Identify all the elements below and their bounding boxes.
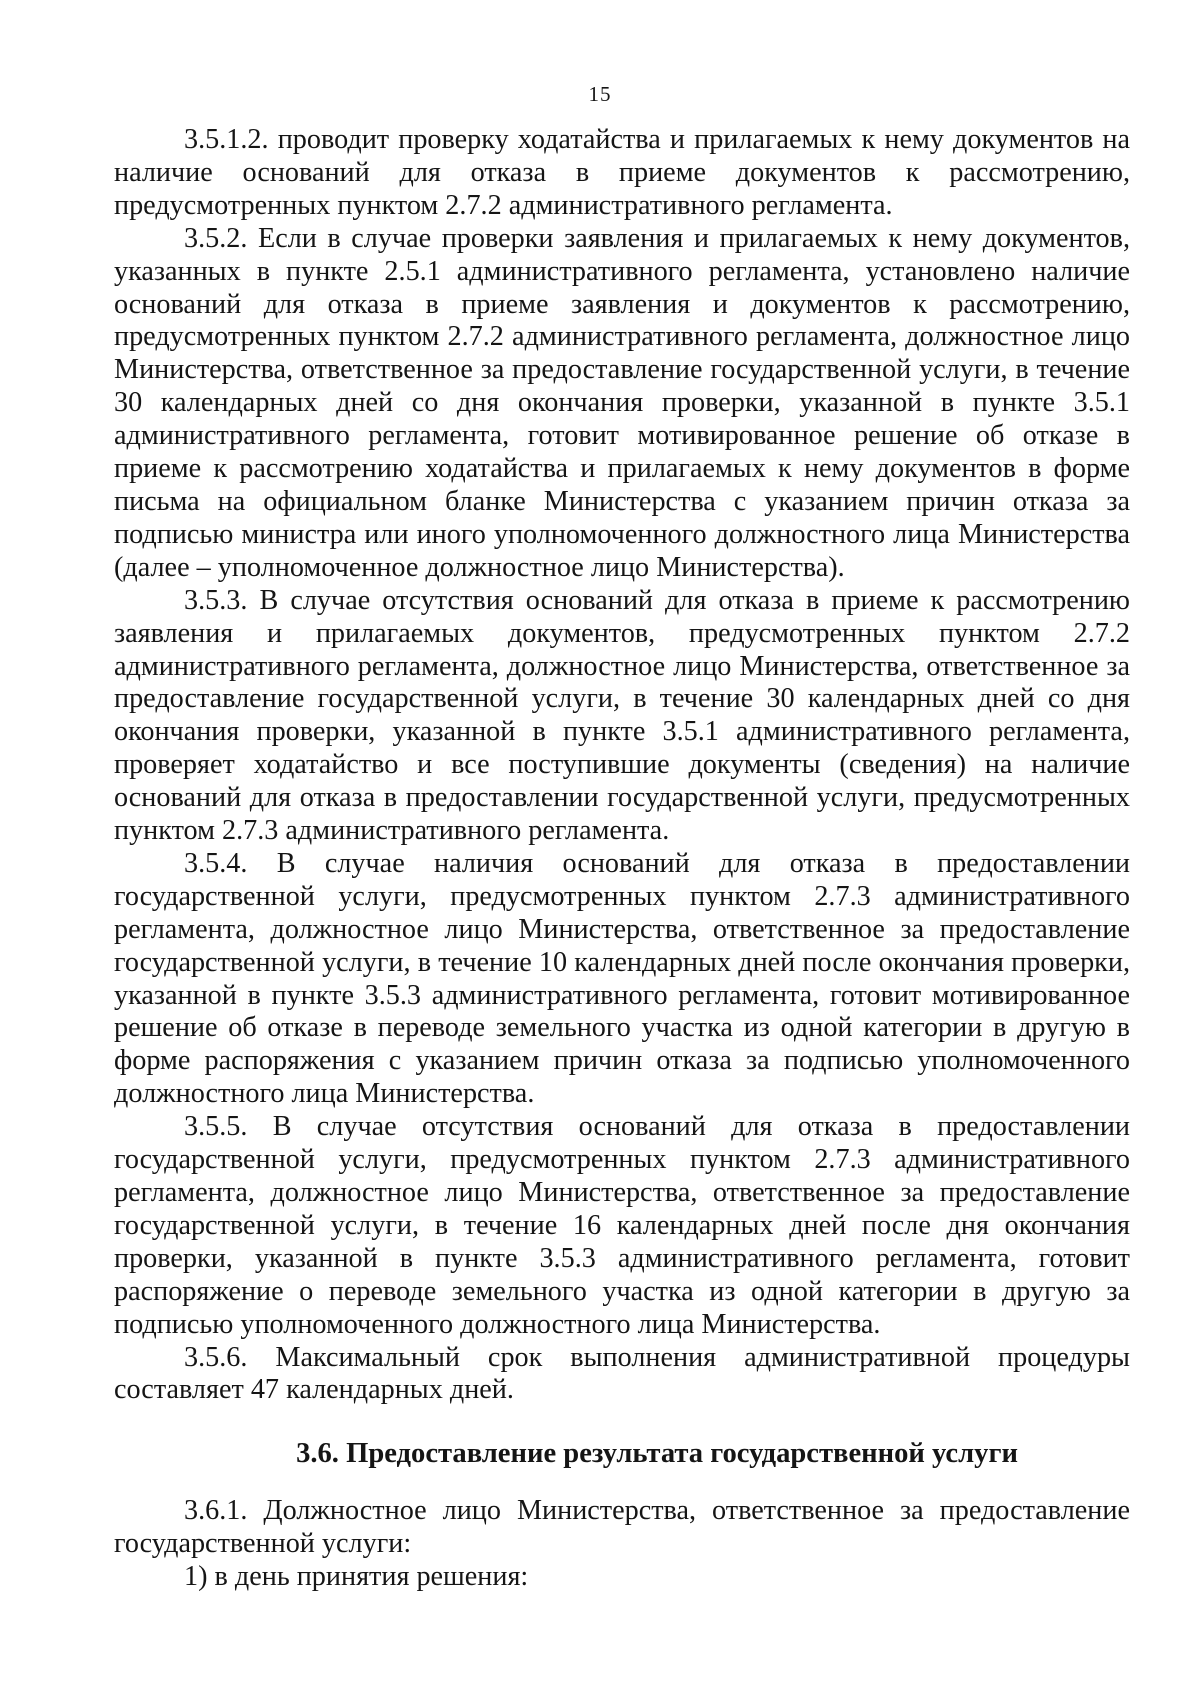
paragraph-3-5-1-2: 3.5.1.2. проводит проверку ходатайства и прилагаемых к нему документов на наличие оснований для отказа в приеме документов к рассмотрению, предусмотренных пунктом 2.7.2 административного регламента. — [114, 124, 1130, 221]
document-body — [114, 124, 1130, 1594]
paragraph-3-6-1: 3.6.1. Должностное лицо Министерства, ответственное за предоставление государственной услуги: — [114, 1495, 1130, 1560]
paragraph-3-5-6: 3.5.6. Максимальный срок выполнения административной процедуры составляет 47 календарных дней. — [114, 1341, 1130, 1406]
page-number: 15 — [588, 82, 612, 106]
paragraph-3-5-3: 3.5.3. В случае отсутствия оснований для отказа в приеме к рассмотрению заявления и прилагаемых документов, предусмотренных пунктом 2.7.2 административного регламента, должностное лицо Министерства, ответственное за предоставление государственной услуги, в течение 30 календарных дней со дня окончания проверки, указанной в пункте 3.5.1 административного регламента, проверяет ходатайство и все поступившие документы (сведения) на наличие оснований для отказа в предоставлении государственной услуги, предусмотренных пунктом 2.7.3 административного регламента. — [114, 584, 1130, 847]
paragraph-3-5-5: 3.5.5. В случае отсутствия оснований для отказа в предоставлении государственной услуги, предусмотренных пунктом 2.7.3 административного регламента, должностное лицо Министерства, ответственное за предоставление государственной услуги, в течение 16 календарных дней после дня окончания проверки, указанной в пункте 3.5.3 административного регламента, готовит распоряжение о переводе земельного участка из одной категории в другую за подписью уполномоченного должностного лица Министерства. — [114, 1111, 1130, 1340]
section-heading-3-6: 3.6. Предоставление результата государственной услуги — [296, 1438, 1018, 1470]
paragraph-3-5-4: 3.5.4. В случае наличия оснований для отказа в предоставлении государственной услуги, предусмотренных пунктом 2.7.3 административного регламента, должностное лицо Министерства, ответственное за предоставление государственной услуги, в течение 10 календарных дней после окончания проверки, указанной в пункте 3.5.3 административного регламента, готовит мотивированное решение об отказе в переводе земельного участка из одной категории в другую в форме распоряжения с указанием причин отказа за подписью уполномоченного должностного лица Министерства. — [114, 847, 1130, 1110]
list-item-1: 1) в день принятия решения: — [184, 1561, 529, 1593]
paragraph-3-5-2: 3.5.2. Если в случае проверки заявления и прилагаемых к нему документов, указанных в пункте 2.5.1 административного регламента, установлено наличие оснований для отказа в приеме заявления и документов к рассмотрению, предусмотренных пунктом 2.7.2 административного регламента, должностное лицо Министерства, ответственное за предоставление государственной услуги, в течение 30 календарных дней со дня окончания проверки, указанной в пункте 3.5.1 административного регламента, готовит мотивированное решение об отказе в приеме к рассмотрению ходатайства и прилагаемых к нему документов в форме письма на официальном бланке Министерства с указанием причин отказа за подписью министра или иного уполномоченного должностного лица Министерства (далее – уполномоченное должностное лицо Министерства). — [114, 222, 1130, 583]
